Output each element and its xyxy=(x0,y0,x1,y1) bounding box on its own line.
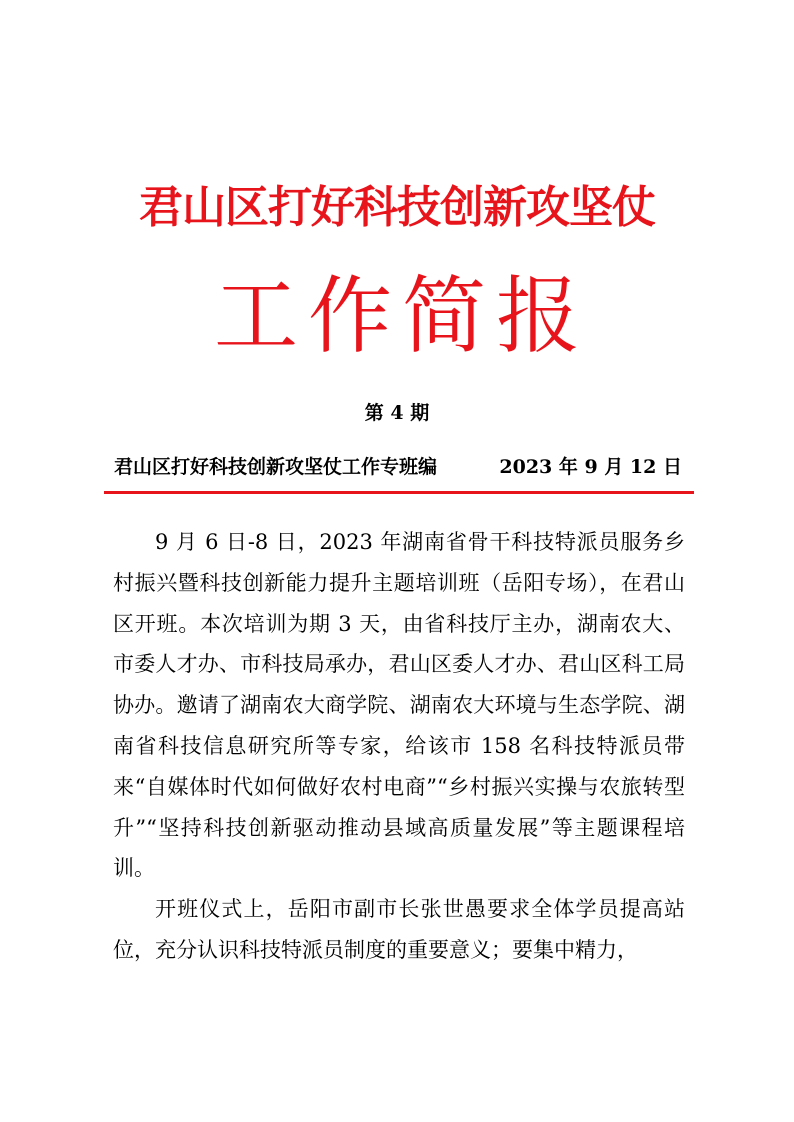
bulletin-title-top: 君山区打好科技创新攻坚仗 xyxy=(139,182,655,233)
red-divider-line xyxy=(104,491,694,494)
masthead-meta-row xyxy=(114,452,682,482)
editor-line: 君山区打好科技创新攻坚仗工作专班编 xyxy=(114,456,438,478)
paragraph: 9 月 6 日-8 日，2023 年湖南省骨干科技特派员服务乡村振兴暨科技创新能力提升主题培训班（岳阳专场），在君山区开班。本次培训为期 3 天，由省科技厅主办，湖南农大、市委人才办、市科技局承办，君山区委人才办、君山区科工局协办。邀请了湖南农大商学院、湖南农大环境与生态学院、湖南省科技信息研究所等专家，给该市 158 名科技特派员带来“自媒体时代如何做好农村电商”“乡村振兴实操与农旅转型升”“坚持科技创新驱动推动县域高质量发展”等主题课程培训。 xyxy=(113,530,685,881)
issue-number: 第 4 期 xyxy=(364,402,430,424)
bulletin-title-main: 工作简报 xyxy=(213,267,590,365)
paragraph: 开班仪式上，岳阳市副市长张世愚要求全体学员提高站位，充分认识科技特派员制度的重要意义；要集中精力， xyxy=(113,897,685,962)
issue-date: 2023 年 9 月 12 日 xyxy=(499,456,682,478)
article-body xyxy=(113,522,685,971)
